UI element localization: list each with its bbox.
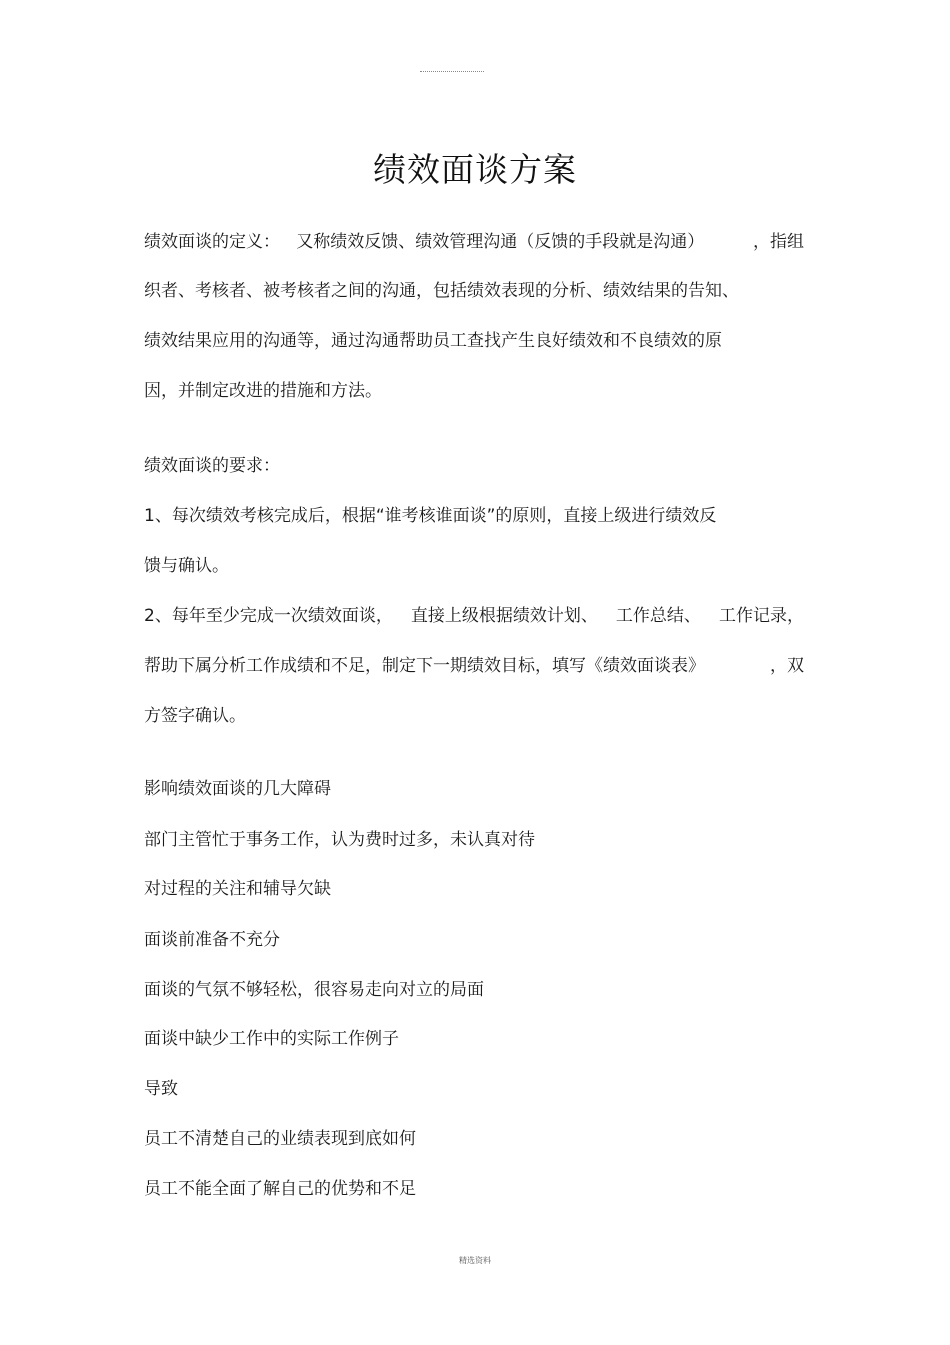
requirement-2-text-d: 工作记录， xyxy=(718,606,804,626)
definition-line-3: 绩效结果应用的沟通等，通过沟通帮助员工查找产生良好绩效和不良绩效的原 xyxy=(144,331,722,351)
requirements-heading: 绩效面谈的要求： xyxy=(144,456,280,476)
requirement-2-line-3: 方签字确认。 xyxy=(144,706,246,726)
definition-text-1b: ，指组 xyxy=(753,232,804,252)
requirement-2-text-f: ，双 xyxy=(770,656,804,676)
obstacle-item: 面谈的气氛不够轻松，很容易走向对立的局面 xyxy=(144,980,484,1000)
header-divider xyxy=(420,71,484,72)
definition-line-2: 织者、考核者、被考核者之间的沟通，包括绩效表现的分析、绩效结果的告知、 xyxy=(144,281,739,301)
requirement-1-line-2: 馈与确认。 xyxy=(144,556,229,576)
consequences-heading: 导致 xyxy=(144,1079,178,1099)
definition-text-1a: 绩效面谈的定义： 又称绩效反馈、绩效管理沟通（反馈的手段就是沟通） xyxy=(144,232,705,252)
consequence-item: 员工不能全面了解自己的优势和不足 xyxy=(144,1179,416,1199)
requirement-2-text-e: 帮助下属分析工作成绩和不足，制定下一期绩效目标，填写《绩效面谈表》 xyxy=(144,656,705,676)
page-footer: 精选资料 xyxy=(459,1256,491,1265)
consequence-item: 员工不清楚自己的业绩表现到底如何 xyxy=(144,1129,416,1149)
document-title: 绩效面谈方案 xyxy=(373,150,577,190)
obstacles-heading: 影响绩效面谈的几大障碍 xyxy=(144,779,331,799)
obstacle-item: 部门主管忙于事务工作，认为费时过多，未认真对待 xyxy=(144,830,535,850)
requirement-1-line-1: 1、每次绩效考核完成后，根据“谁考核谁面谈”的原则，直接上级进行绩效反 xyxy=(144,506,717,526)
requirement-2-line-1 xyxy=(144,604,804,628)
requirement-2-text-c: 工作总结、 xyxy=(615,606,701,626)
definition-line-1 xyxy=(144,230,804,254)
requirement-2-text-b: 直接上级根据绩效计划、 xyxy=(410,606,598,626)
definition-line-4: 因，并制定改进的措施和方法。 xyxy=(144,381,382,401)
requirement-2-line-2 xyxy=(144,654,804,678)
requirement-2-text-a: 2、每年至少完成一次绩效面谈， xyxy=(144,606,393,626)
obstacle-item: 面谈前准备不充分 xyxy=(144,930,280,950)
obstacle-item: 对过程的关注和辅导欠缺 xyxy=(144,879,331,899)
obstacle-item: 面谈中缺少工作中的实际工作例子 xyxy=(144,1029,399,1049)
